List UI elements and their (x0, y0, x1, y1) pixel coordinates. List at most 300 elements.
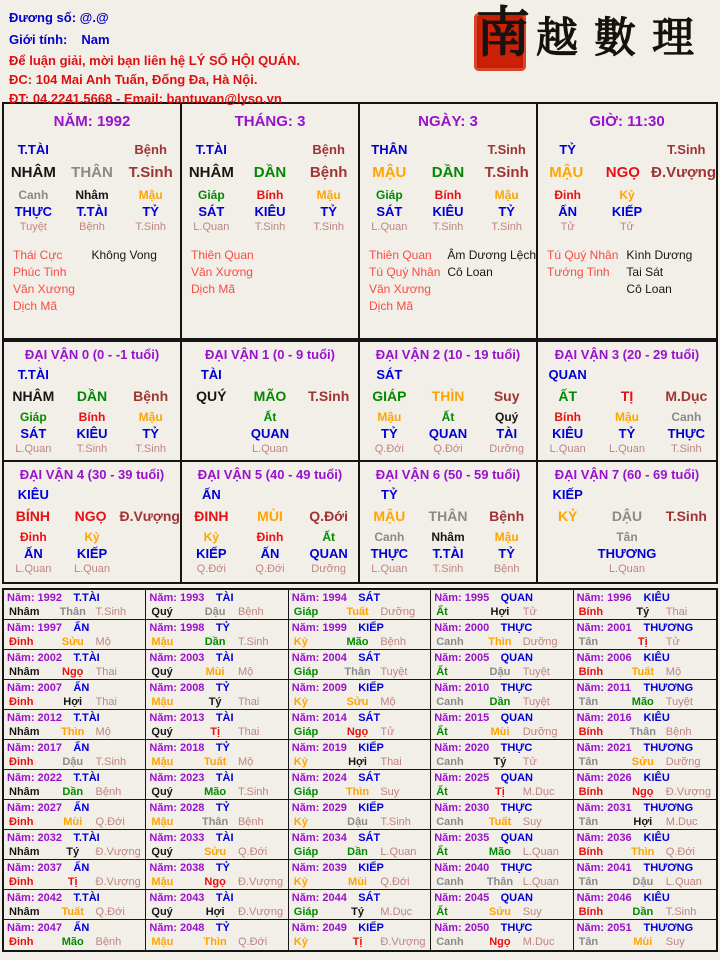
year-label: Năm: 2020 (434, 742, 490, 754)
year-cell (431, 890, 573, 920)
year-canchi-row (149, 875, 287, 889)
year-label: Năm: 2030 (434, 802, 490, 814)
hidden-stage-label: Tử (619, 221, 635, 233)
year-canchi-row (149, 635, 287, 649)
hidden-stem-cell (241, 410, 300, 457)
hidden-stage-label: T.Sinh (135, 221, 166, 233)
contact-line-2: ĐC: 104 Mai Anh Tuấn, Đống Đa, Hà Nội. (9, 72, 258, 87)
hidden-stem-cell (4, 530, 63, 577)
year-can-label: Kỷ (293, 876, 308, 888)
year-stage-label: Suy (380, 786, 400, 798)
year-can-label: Quý (151, 606, 173, 618)
year-header-row (292, 711, 430, 725)
year-can-label: Kỷ (293, 636, 308, 648)
daivan-than-row (360, 485, 536, 505)
year-header-row (292, 651, 430, 665)
year-chi-label: Mùi (63, 816, 83, 828)
hidden-stem-cell (419, 188, 478, 235)
year-than-label: THƯƠNG (643, 802, 694, 814)
year-than-label: SÁT (358, 772, 381, 784)
than-label: KIẾP (552, 487, 583, 502)
year-stage-label: Tuyệt (522, 696, 550, 708)
year-cell (574, 800, 716, 830)
year-can-label: Giáp (293, 666, 319, 678)
year-cell (146, 920, 288, 950)
year-cell (146, 590, 288, 620)
daivan-than-row (360, 365, 536, 385)
year-can-label: Đinh (9, 696, 34, 708)
chi-label: THÂN (428, 508, 468, 524)
pillar-canchi-row (538, 160, 716, 185)
year-label: Năm: 2004 (291, 652, 347, 664)
year-than-label: THỰC (500, 802, 533, 814)
year-header-row (149, 741, 287, 755)
year-than-label: KIẾP (358, 682, 384, 694)
year-header-row (434, 591, 572, 605)
year-stage-label: L.Quan (665, 876, 702, 888)
year-stage-label: M.Dục (522, 936, 555, 948)
year-cell (4, 890, 146, 920)
hidden-than-label: QUAN (428, 426, 468, 441)
year-chi-label: Mùi (633, 936, 653, 948)
can-label: NHÂM (12, 388, 55, 404)
hidden-than-label: ẤN (558, 204, 578, 219)
year-than-label: ẤN (73, 622, 90, 634)
year-header-row (292, 741, 430, 755)
year-label: Năm: 2045 (434, 892, 490, 904)
year-can-label: Tân (578, 876, 599, 888)
year-chi-label: Thân (201, 816, 229, 828)
year-cell (431, 800, 573, 830)
stage-label: Q.Đới (309, 508, 349, 524)
daivan-canchi-row (538, 385, 716, 407)
hidden-stem-cell (63, 410, 122, 457)
year-chi-label: Hợi (490, 606, 510, 618)
hidden-stage-label: T.Sinh (76, 443, 108, 455)
year-header-row (7, 711, 145, 725)
year-canchi-row (577, 875, 716, 889)
year-stage-label: Bệnh (665, 726, 692, 738)
daivan-cell (4, 342, 182, 462)
daivan-title: ĐẠI VẬN 5 (40 - 49 tuổi) (197, 467, 343, 482)
star-item-red: Dịch Mã (13, 299, 58, 313)
year-than-label: TỶ (215, 622, 230, 634)
hidden-stems-block (538, 188, 716, 235)
year-canchi-row (292, 665, 430, 679)
hidden-can-label: Nhâm (431, 530, 465, 544)
hidden-stage-label: L.Quan (15, 443, 52, 455)
year-than-label: THỰC (500, 682, 533, 694)
hidden-can-label: Mậu (494, 188, 519, 202)
year-canchi-row (149, 755, 287, 769)
year-than-label: KIÊU (643, 772, 670, 784)
year-canchi-row (577, 815, 716, 829)
year-chi-label: Thìn (345, 786, 370, 798)
year-can-label: Nhâm (9, 906, 40, 918)
year-can-label: Quý (151, 906, 173, 918)
daivan-canchi-row (182, 505, 358, 527)
daivan-cell (182, 342, 360, 462)
year-can-label: Giáp (293, 606, 319, 618)
year-chi-label: Dậu (204, 606, 226, 618)
year-canchi-row (577, 665, 716, 679)
year-stage-label: T.Sinh (237, 636, 269, 648)
year-stage-label: Tử (380, 726, 395, 738)
year-cell (289, 770, 431, 800)
year-label: Năm: 2036 (576, 832, 632, 844)
year-can-label: Mậu (151, 876, 174, 888)
year-stage-label: Thai (665, 606, 688, 618)
hidden-can-label: Mậu (316, 188, 341, 202)
year-than-label: TÀI (215, 892, 234, 904)
year-canchi-row (577, 845, 716, 859)
year-header-row (577, 741, 716, 755)
year-cell (146, 680, 288, 710)
year-chi-label: Hợi (633, 816, 653, 828)
year-cell (431, 770, 573, 800)
year-header-row (7, 591, 145, 605)
year-can-label: Quý (151, 846, 173, 858)
year-chi-label: Tý (208, 696, 222, 708)
spacer (63, 139, 122, 160)
year-cell (574, 920, 716, 950)
year-than-label: QUAN (500, 712, 533, 724)
duong-so-label: Đương số: (9, 10, 77, 25)
year-than-label: QUAN (500, 832, 533, 844)
year-stage-label: Thai (95, 666, 117, 678)
year-can-label: Giáp (293, 846, 319, 858)
spacer (241, 139, 300, 160)
year-canchi-row (577, 725, 716, 739)
year-cell (574, 620, 716, 650)
hidden-can-label: Mậu (377, 410, 402, 424)
year-can-label: Kỷ (293, 756, 308, 768)
year-header-row (577, 891, 716, 905)
star-item-red: Tướng Tinh (547, 265, 610, 279)
hidden-than-label: QUAN (309, 546, 348, 561)
hidden-can-label: Kỷ (203, 530, 219, 544)
pillar-column (360, 104, 538, 338)
daivan-title: ĐẠI VẬN 3 (20 - 29 tuổi) (554, 347, 700, 362)
year-than-label: THƯƠNG (643, 922, 694, 934)
star-item-red: Phúc Tinh (13, 265, 67, 279)
year-than-label: SÁT (358, 832, 381, 844)
year-header-row (7, 831, 145, 845)
year-canchi-row (577, 785, 716, 799)
year-cell (574, 830, 716, 860)
pillar-than-row (360, 139, 536, 160)
year-can-label: Quý (151, 666, 173, 678)
pillar-than-row (538, 139, 716, 160)
year-stage-label: L.Quan (522, 876, 559, 888)
than-label: QUAN (548, 367, 587, 382)
year-stage-label: Q.Đới (380, 876, 410, 888)
year-label: Năm: 2002 (7, 652, 63, 664)
year-stage-label: Tử (665, 636, 680, 648)
hidden-than-label: SÁT (20, 426, 47, 441)
stage-label: Bệnh (489, 508, 525, 524)
hidden-stem-cell (657, 410, 716, 457)
year-canchi-row (434, 635, 572, 649)
hidden-stage-label: L.Quan (371, 221, 408, 233)
year-chi-label: Ngọ (62, 666, 84, 678)
contact-line-1: Để luận giải, mời bạn liên hệ LÝ SỐ HỘI QUÁN. (9, 53, 300, 68)
year-can-label: Quý (151, 726, 173, 738)
year-header-row (577, 711, 716, 725)
than-label: T.TÀI (17, 142, 49, 157)
year-canchi-row (292, 605, 430, 619)
year-cell (146, 770, 288, 800)
year-can-label: Tân (578, 816, 599, 828)
year-stage-label: Mộ (95, 636, 111, 648)
year-can-label: Tân (578, 756, 599, 768)
daivan-title: ĐẠI VẬN 0 (0 - -1 tuổi) (24, 347, 160, 362)
daivan-title: ĐẠI VẬN 2 (10 - 19 tuổi) (375, 347, 521, 362)
hidden-stem-cell (182, 188, 241, 235)
year-can-label: Nhâm (9, 606, 40, 618)
spacer (419, 485, 478, 505)
year-can-label: Ất (436, 906, 448, 918)
daivan-canchi-row (360, 505, 536, 527)
year-cell (4, 740, 146, 770)
year-label: Năm: 2051 (576, 922, 632, 934)
red-stars-list (369, 247, 447, 315)
year-than-label: TỶ (215, 802, 230, 814)
year-canchi-row (434, 875, 572, 889)
year-header-row (292, 831, 430, 845)
year-cell (431, 860, 573, 890)
year-can-label: Tân (578, 936, 599, 948)
year-cell (431, 650, 573, 680)
spacer (121, 485, 180, 505)
hidden-stem-cell (419, 530, 478, 577)
hidden-stem-cell (4, 410, 63, 457)
year-header-row (149, 681, 287, 695)
hidden-can-label: Quý (494, 410, 519, 424)
can-label: MẬU (549, 164, 584, 181)
year-than-label: ẤN (73, 802, 90, 814)
year-can-label: Canh (436, 696, 464, 708)
year-than-label: TÀI (215, 652, 234, 664)
year-stage-label: M.Dục (522, 786, 555, 798)
year-chi-label: Dần (489, 696, 511, 708)
hidden-stage-label: L.Quan (608, 443, 646, 455)
seal-stamp-icon (474, 0, 530, 71)
hidden-than-label: SÁT (198, 204, 225, 219)
year-label: Năm: 2040 (434, 862, 490, 874)
year-stage-label: Suy (665, 936, 685, 948)
hidden-can-label: Giáp (19, 410, 47, 424)
header (2, 0, 718, 106)
year-canchi-row (292, 845, 430, 859)
year-canchi-row (7, 875, 145, 889)
year-label: Năm: 2022 (7, 772, 63, 784)
year-header-row (577, 831, 716, 845)
year-chi-label: Tý (66, 846, 80, 858)
stage-label: T.Sinh (128, 164, 173, 181)
year-stage-label: Bệnh (95, 786, 122, 798)
year-cell (146, 800, 288, 830)
spacer (419, 139, 478, 160)
year-label: Năm: 2044 (291, 892, 347, 904)
year-cell (4, 650, 146, 680)
year-chi-label: Sửu (488, 906, 511, 918)
year-header-row (577, 621, 716, 635)
year-can-label: Kỷ (293, 936, 308, 948)
spacer (241, 365, 300, 385)
spacer (63, 485, 122, 505)
year-than-label: ẤN (73, 862, 90, 874)
year-label: Năm: 1995 (434, 592, 490, 604)
hidden-than-label: KIÊU (254, 204, 286, 219)
year-header-row (292, 591, 430, 605)
year-cell (431, 920, 573, 950)
year-cell (289, 590, 431, 620)
daivan-canchi-row (4, 505, 180, 527)
year-chi-label: Ngọ (346, 726, 369, 738)
can-label: QUÝ (196, 388, 227, 404)
hidden-can-label: Ất (263, 410, 277, 424)
year-header-row (577, 651, 716, 665)
year-cell (4, 860, 146, 890)
year-cell (146, 650, 288, 680)
daivan-cell (538, 342, 716, 462)
hidden-than-label: TỶ (142, 426, 159, 441)
year-label: Năm: 2026 (576, 772, 632, 784)
year-cell (146, 830, 288, 860)
year-label: Năm: 2032 (7, 832, 63, 844)
year-cell (289, 620, 431, 650)
year-chi-label: Tị (210, 726, 220, 738)
year-stage-label: Mộ (380, 696, 396, 708)
hidden-can-label: Mậu (138, 410, 163, 424)
year-label: Năm: 2043 (149, 892, 205, 904)
year-stage-label: Mộ (95, 726, 111, 738)
hidden-can-label: Đinh (554, 188, 581, 202)
hidden-stem-cell (241, 188, 300, 235)
pillar-title: GIỜ: 11:30 (589, 113, 665, 130)
hidden-can-label: Mậu (494, 530, 519, 544)
hidden-stem-cell (182, 530, 241, 577)
year-than-label: TÀI (215, 592, 234, 604)
year-chi-label: Sửu (346, 696, 369, 708)
spacer (477, 365, 536, 385)
year-label: Năm: 1997 (7, 622, 63, 634)
year-than-label: THỰC (500, 622, 533, 634)
year-label: Năm: 2039 (291, 862, 347, 874)
year-stage-label: Dưỡng (665, 756, 701, 768)
hidden-stage-label: L.Quan (73, 563, 111, 575)
hidden-can-label: Tân (616, 530, 638, 544)
year-than-label: SÁT (358, 892, 381, 904)
year-canchi-row (434, 815, 572, 829)
year-cell (4, 620, 146, 650)
year-cell (574, 740, 716, 770)
hidden-than-label: TỶ (498, 204, 515, 219)
year-canchi-row (577, 935, 716, 949)
year-chi-label: Thân (344, 666, 371, 678)
year-chi-label: Dậu (489, 666, 511, 678)
hidden-stem-cell (299, 410, 358, 457)
year-cell (4, 770, 146, 800)
year-chi-label: Sửu (61, 636, 84, 648)
hidden-stem-cell (477, 530, 536, 577)
year-cell (574, 710, 716, 740)
hidden-stage-label: Tuyệt (19, 221, 47, 233)
year-label: Năm: 2035 (434, 832, 490, 844)
year-label: Năm: 2049 (291, 922, 347, 934)
stage-label: Suy (493, 388, 520, 404)
star-item-black: Không Vong (91, 248, 157, 262)
pillar-column (538, 104, 716, 338)
year-than-label: KIẾP (358, 862, 384, 874)
than-label: TỶ (559, 142, 576, 157)
year-cell (289, 680, 431, 710)
star-item-red: Dịch Mã (191, 282, 236, 296)
year-than-label: TỶ (215, 682, 230, 694)
hidden-stage-label: Dưỡng (311, 563, 347, 575)
hidden-can-label: Giáp (375, 188, 403, 202)
year-canchi-row (149, 935, 287, 949)
year-cell (4, 830, 146, 860)
hidden-can-label: Ất (322, 530, 335, 544)
hidden-can-label: Canh (374, 530, 405, 544)
pillar-column (182, 104, 360, 338)
year-label: Năm: 2033 (149, 832, 205, 844)
year-label: Năm: 2013 (149, 712, 205, 724)
year-stage-label: Đ.Vượng (380, 936, 426, 948)
year-chi-label: Thìn (631, 846, 655, 858)
year-chi-label: Tý (351, 906, 364, 918)
year-than-label: TÀI (215, 832, 234, 844)
year-canchi-row (292, 935, 430, 949)
year-stage-label: Q.Đới (95, 816, 125, 828)
hidden-than-label: TỶ (381, 426, 398, 441)
chi-label: THÂN (71, 164, 113, 181)
year-can-label: Đinh (9, 816, 34, 828)
year-can-label: Tân (578, 636, 599, 648)
year-than-label: TỶ (215, 862, 230, 874)
hidden-can-label: Mậu (138, 188, 163, 202)
year-header-row (292, 891, 430, 905)
hidden-stage-label: Bệnh (493, 563, 520, 575)
year-stage-label: Suy (522, 906, 542, 918)
year-header-row (577, 921, 716, 935)
hidden-stage-label: T.Sinh (432, 221, 464, 233)
year-chi-label: Tị (67, 876, 78, 888)
year-can-label: Bính (578, 726, 604, 738)
year-cell (4, 680, 146, 710)
year-can-label: Canh (436, 756, 464, 768)
year-than-label: KIÊU (643, 832, 670, 844)
year-stage-label: Đ.Vượng (95, 846, 141, 858)
stars-block (360, 235, 536, 315)
year-label: Năm: 2003 (149, 652, 205, 664)
hidden-than-label: TỶ (618, 426, 636, 441)
pillar-title: THÁNG: 3 (234, 113, 306, 130)
year-cell (289, 740, 431, 770)
year-than-label: TÀI (215, 772, 234, 784)
than-label: ẤN (201, 487, 221, 502)
year-label: Năm: 2006 (576, 652, 632, 664)
year-stage-label: Dưỡng (522, 726, 558, 738)
year-can-label: Giáp (293, 786, 319, 798)
year-can-label: Ất (436, 846, 448, 858)
year-chi-label: Mão (346, 636, 369, 648)
year-can-label: Kỷ (293, 696, 308, 708)
year-than-label: T.TÀI (73, 592, 100, 604)
year-chi-label: Tuất (346, 606, 369, 618)
